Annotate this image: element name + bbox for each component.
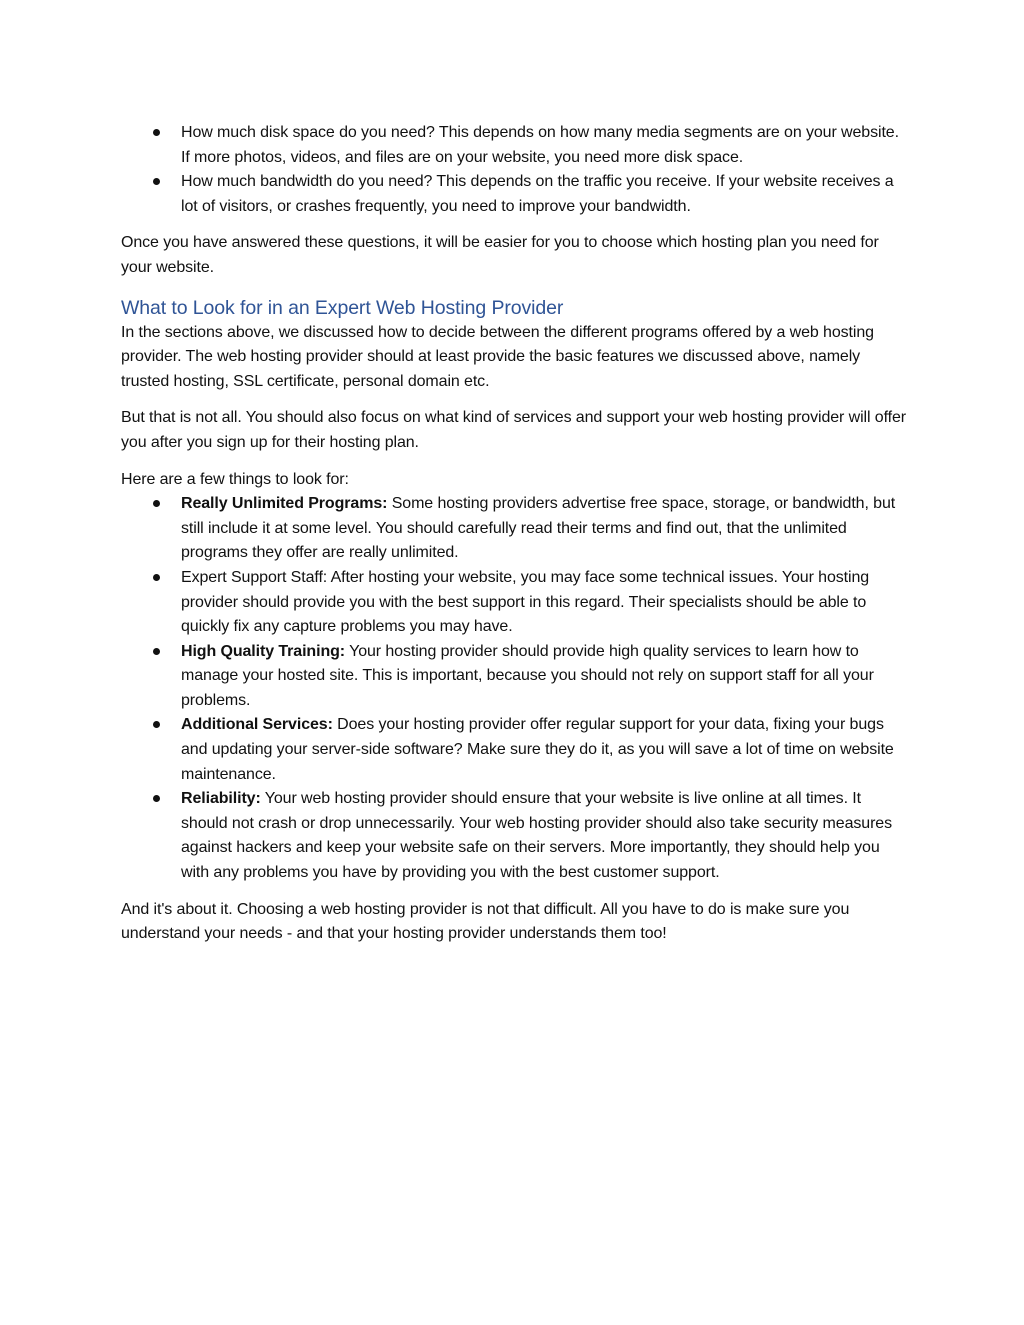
list-item: [121, 787, 911, 885]
feature-title: Reliability:: [181, 790, 261, 808]
provider-features-list: [121, 492, 911, 886]
bullet-icon: [153, 721, 160, 728]
bullet-icon: [153, 795, 160, 802]
list-item: [121, 566, 911, 640]
feature-title: Additional Services:: [181, 716, 333, 734]
paragraph-few-things: Here are a few things to look for:: [121, 470, 349, 488]
list-item-text: How much bandwidth do you need? This depends on the traffic you receive. If your website receives a lot of visitors, or crashes frequently, you need to improve your bandwidth.: [181, 173, 894, 215]
list-item: [121, 170, 911, 219]
feature-text: Your hosting provider should provide high quality services to learn how to manage your hosted site. This is important, because you should not rely on support staff for all your problems.: [181, 642, 874, 709]
list-item: [121, 492, 911, 566]
bullet-icon: [153, 178, 160, 185]
paragraph-sections-above: In the sections above, we discussed how to decide between the different programs offered by a web hosting provider. The web hosting provider should at least provide the basic features we discussed above, namely trusted hosting, SSL certificate, personal domain etc.: [121, 323, 874, 390]
feature-title: Really Unlimited Programs:: [181, 495, 388, 513]
feature-title: High Quality Training:: [181, 642, 346, 660]
list-item: [121, 121, 911, 170]
feature-text: Expert Support Staff: After hosting your website, you may face some technical issues. Your hosting provider should provide you with the best support in this regard. Their specialists should be able to quickly fix any capture problems you may have.: [181, 568, 870, 636]
paragraph-not-all: But that is not all. You should also focus on what kind of services and support your web hosting provider will offer you after you sign up for their hosting plan.: [121, 409, 907, 451]
feature-text: Some hosting providers advertise free space, storage, or bandwidth, but still include it at some level. You should carefully read their terms and find out, that the unlimited programs they offer are really unlimited.: [181, 495, 896, 562]
paragraph-closing: And it's about it. Choosing a web hosting provider is not that difficult. All you have to do is make sure you understand your needs - and that your hosting provider understands them too!: [121, 900, 850, 943]
disk-bandwidth-question-list: [121, 121, 911, 219]
bullet-icon: [153, 574, 160, 581]
feature-text: Does your hosting provider offer regular support for your data, fixing your bugs and updating your server-side software? Make sure they do it, as you will save a lot of time on website maintenance.: [181, 716, 894, 783]
bullet-icon: [153, 129, 160, 136]
list-item: [121, 713, 911, 787]
section-heading: What to Look for in an Expert Web Hosting Provider: [121, 296, 564, 319]
bullet-icon: [153, 500, 160, 507]
document-page: [121, 121, 911, 947]
paragraph-answered-questions: Once you have answered these questions, it will be easier for you to choose which hosting plan you need for your website.: [121, 234, 879, 276]
list-item: [121, 640, 911, 714]
list-item-text: How much disk space do you need? This depends on how many media segments are on your website. If more photos, videos, and files are on your website, you need more disk space.: [181, 124, 899, 166]
bullet-icon: [153, 648, 160, 655]
feature-text: Your web hosting provider should ensure that your website is live online at all times. It should not crash or drop unnecessarily. Your web hosting provider should also take security measures against hackers and keep your website safe on their servers. More importantly, they should help you with any problems you have by providing you with the best customer support.: [181, 790, 892, 882]
